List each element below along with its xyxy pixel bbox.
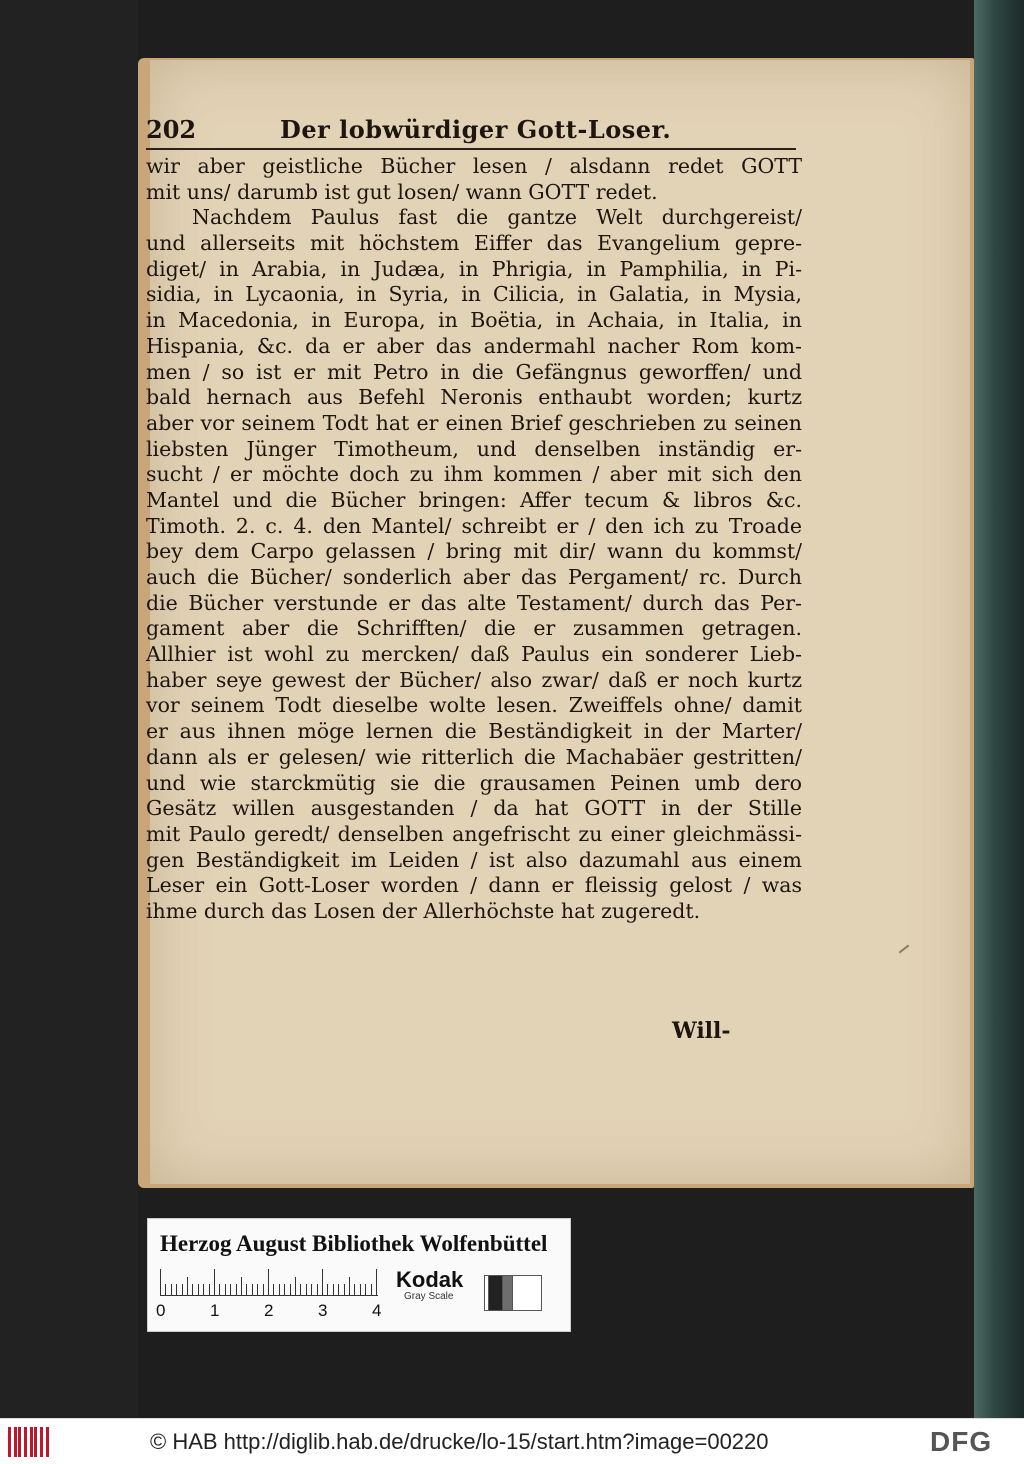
ruler-tick	[165, 1284, 166, 1295]
text-line: auch die Bücher/ sonderlich aber das Pergament/ rc. Durch	[146, 565, 802, 589]
ruler-tick	[252, 1284, 253, 1295]
text-line: und allerseits mit höchstem Eiffer das Evangelium gepre-	[146, 231, 802, 256]
copyright-link[interactable]: © HAB http://diglib.hab.de/drucke/lo-15/start.htm?image=00220	[150, 1429, 769, 1454]
text-line: in Macedonia, in Europa, in Boëtia, in Achaia, in Italia, in	[146, 308, 802, 333]
ruler-number: 0	[156, 1301, 166, 1320]
ruler-tick	[187, 1277, 188, 1295]
page-number: 202	[146, 115, 197, 144]
gray-scale-label: Gray Scale	[404, 1291, 454, 1302]
text-line: mit Paulo geredt/ denselben angefrischt zu einer gleichmässi-	[146, 821, 802, 846]
text-line: aber vor seinem Todt hat er einen Brief geschrieben zu seinen	[146, 410, 802, 435]
text-line: und wie starckmütig sie die grausamen Peinen umb dero	[146, 770, 802, 795]
color-calibration-card	[147, 1218, 571, 1332]
ruler-number: 2	[264, 1301, 274, 1320]
body-text	[146, 154, 802, 925]
ruler-tick	[371, 1284, 372, 1295]
page-header	[146, 115, 796, 145]
text-line: wir aber geistliche Bücher lesen / alsdann redet GOTT	[146, 154, 802, 178]
ruler-tick	[209, 1284, 210, 1295]
text-line: Timoth. 2. c. 4. den Mantel/ schreibt er / den ich zu Troade	[146, 513, 802, 538]
text-line: bald hernach aus Befehl Neronis enthaubt worden; kurtz	[146, 385, 802, 410]
text-line: Hispania, &c. da er aber das andermahl nacher Rom kom-	[146, 333, 802, 358]
ruler-tick	[327, 1284, 328, 1295]
scale-ruler	[160, 1269, 378, 1296]
ruler-tick	[236, 1284, 237, 1295]
barcode-bar	[14, 1427, 17, 1457]
barcode-bar	[8, 1427, 11, 1457]
text-line: sucht / er möchte doch zu ihm kommen / aber mit sich den	[146, 462, 802, 487]
ruler-tick	[263, 1284, 264, 1295]
text-line: Nachdem Paulus fast die gantze Welt durchgereist/	[192, 205, 802, 230]
barcode-bar	[34, 1427, 37, 1457]
ruler-tick	[354, 1284, 355, 1295]
ruler-tick	[273, 1284, 274, 1295]
ruler-tick	[322, 1269, 323, 1295]
text-line: er aus ihnen möge lernen die Beständigkeit in der Marter/	[146, 719, 802, 744]
text-line: sidia, in Lycaonia, in Syria, in Cilicia, in Galatia, in Mysia,	[146, 282, 802, 307]
gray-swatch	[512, 1275, 542, 1311]
ruler-tick	[311, 1284, 312, 1295]
ruler-tick	[192, 1284, 193, 1295]
book-cover-edge	[974, 0, 1024, 1418]
kodak-logo: Kodak	[396, 1267, 464, 1292]
header-rule	[146, 148, 796, 150]
text-line: liebsten Jünger Timotheum, und denselben inständig er-	[146, 436, 802, 461]
ruler-tick	[349, 1277, 350, 1295]
text-line: Gesätz willen ausgestanden / da hat GOTT in der Stille	[146, 796, 802, 821]
ruler-tick	[290, 1284, 291, 1295]
ruler-number: 3	[318, 1301, 328, 1320]
ruler-number: 4	[372, 1301, 382, 1320]
ruler-tick	[344, 1284, 345, 1295]
ruler-tick	[241, 1277, 242, 1295]
barcode-bar	[30, 1427, 33, 1457]
ruler-tick	[268, 1269, 269, 1295]
ruler-tick	[365, 1284, 366, 1295]
text-line: dann als er gelesen/ wie ritterlich die Machabäer gestritten/	[146, 744, 802, 769]
library-name: Herzog August Bibliothek Wolfenbüttel	[160, 1231, 548, 1256]
ruler-tick	[376, 1269, 377, 1295]
text-line: bey dem Carpo gelassen / bring mit dir/ wann du kommst/	[146, 539, 802, 564]
ruler-tick	[317, 1284, 318, 1295]
text-line: men / so ist er mit Petro in die Gefängnus geworffen/ und	[146, 359, 802, 384]
barcode-bar	[46, 1427, 49, 1457]
barcode-bar	[24, 1427, 27, 1457]
ruler-tick	[257, 1284, 258, 1295]
ruler-tick	[284, 1284, 285, 1295]
ruler-tick	[219, 1284, 220, 1295]
ruler-tick	[176, 1284, 177, 1295]
ruler-tick	[338, 1284, 339, 1295]
ruler-tick	[160, 1269, 161, 1295]
ruler-tick	[333, 1284, 334, 1295]
text-line: Allhier ist wohl zu mercken/ daß Paulus ein sonderer Lieb-	[146, 642, 802, 667]
ruler-tick	[214, 1269, 215, 1295]
text-line: gament aber die Schrifften/ die er zusammen getragen.	[146, 616, 802, 641]
scan-left-margin	[0, 0, 138, 1418]
ruler-tick	[230, 1284, 231, 1295]
catchword: Will-	[672, 1018, 731, 1044]
ruler-tick	[203, 1284, 204, 1295]
barcode-bar	[40, 1427, 43, 1457]
ruler-tick	[198, 1284, 199, 1295]
text-line: Leser ein Gott-Loser worden / dann er fleissig gelost / was	[146, 873, 802, 898]
ruler-tick	[182, 1284, 183, 1295]
text-line: Mantel und die Bücher bringen: Affer tecum & libros &c.	[146, 487, 802, 512]
text-line: die Bücher verstunde er das alte Testament/ durch das Per-	[146, 590, 802, 615]
text-line: diget/ in Arabia, in Judæa, in Phrigia, in Pamphilia, in Pi-	[146, 256, 802, 281]
barcode-bar	[18, 1427, 21, 1457]
ruler-tick	[246, 1284, 247, 1295]
text-line: haber seye gewest der Bücher/ also zwar/ daß er noch kurtz	[146, 667, 802, 692]
ruler-tick	[295, 1277, 296, 1295]
footer-bar	[0, 1418, 1024, 1464]
text-line: ihme durch das Losen der Allerhöchste hat zugeredt.	[146, 898, 701, 923]
ruler-number: 1	[210, 1301, 220, 1320]
ruler-tick	[225, 1284, 226, 1295]
ruler-tick	[306, 1284, 307, 1295]
hab-barcode-icon	[8, 1427, 50, 1457]
text-line: gen Beständigkeit im Leiden / ist also dazumahl aus einem	[146, 847, 802, 872]
ruler-tick	[171, 1284, 172, 1295]
ruler-tick	[300, 1284, 301, 1295]
dfg-logo: DFG	[930, 1426, 993, 1457]
ruler-tick	[279, 1284, 280, 1295]
text-line: vor seinem Todt dieselbe wolte lesen. Zweiffels ohne/ damit	[146, 693, 802, 718]
ruler-tick	[360, 1284, 361, 1295]
running-title: Der lobwürdiger Gott-Loser.	[280, 115, 672, 144]
text-line: mit uns/ darumb ist gut losen/ wann GOTT redet.	[146, 179, 658, 204]
